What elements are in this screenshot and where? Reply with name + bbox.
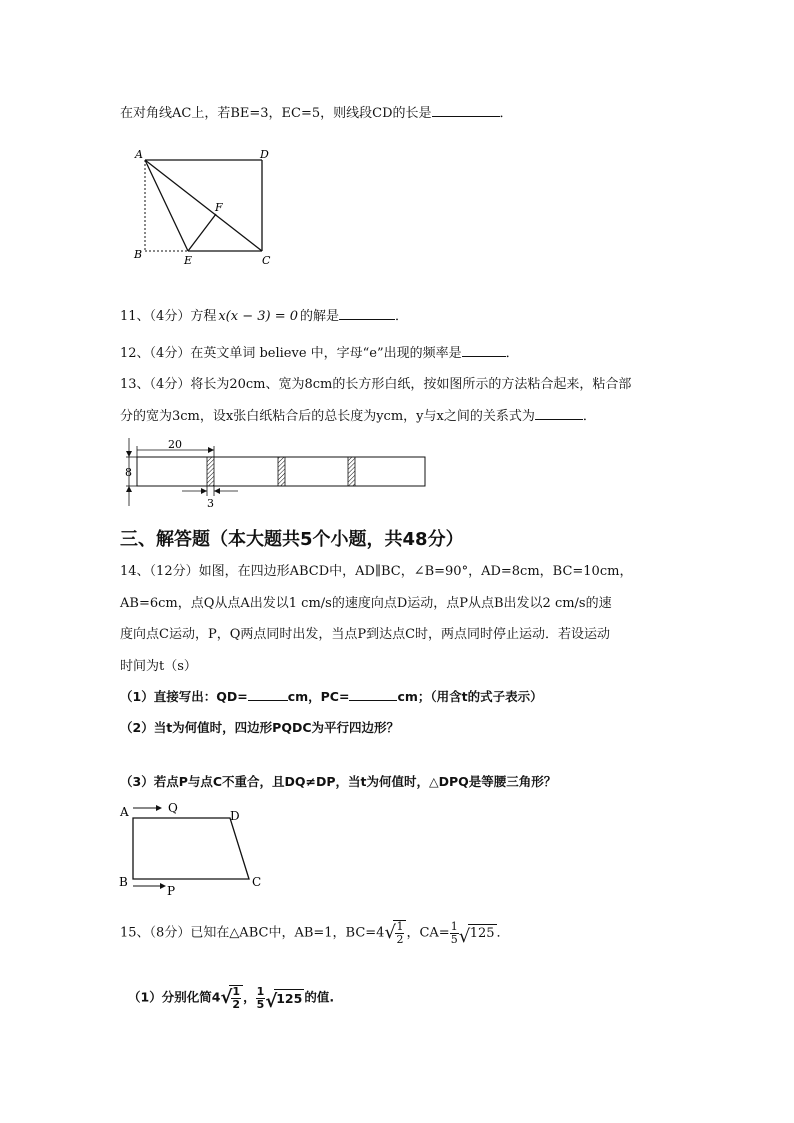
q11-prefix: 11、（4分）方程 <box>120 309 217 324</box>
q14-qd-blank[interactable] <box>248 688 288 701</box>
q13-line1: 13、（4分）将长为20cm、宽为8cm的长方形白纸，按如图所示的方法粘合起来，粘合部 <box>120 377 632 392</box>
fig1-label-F: F <box>215 201 223 214</box>
q14-line3: 度向点C运动，P，Q两点同时出发，当点P到达点C时，两点同时停止运动．若设运动 <box>120 627 611 642</box>
q14-part3: （3）若点P与点C不重合，且DQ≠DP，当t为何值时，△DPQ是等腰三角形？ <box>120 774 557 789</box>
q15: 15、（8分）已知在△ABC中，AB=1，BC=4 √ $\frac{1}{2}$ ，CA= $\frac{1}{5}$ √ 125 ． <box>120 919 510 947</box>
q15-ca-coef: $\frac{1}{5}$ <box>450 919 458 946</box>
fig3-label-B: B <box>119 875 128 889</box>
fig1-line-EF <box>188 214 216 251</box>
fig2-paper-strips-diagram <box>118 436 438 510</box>
fig3-label-A: A <box>120 805 129 819</box>
fig2-overlap-arrow-left <box>201 488 207 494</box>
q10-answer-blank[interactable] <box>432 104 500 117</box>
q13-line2-wrap: 分的宽为3cm，设x张白纸粘合后的总长度为ycm，y与x之间的关系式为 ． <box>120 409 596 424</box>
fig2-overlap-arrow-right <box>214 488 220 494</box>
q12-answer-blank[interactable] <box>462 344 506 357</box>
q11-answer-blank[interactable] <box>339 307 395 320</box>
fig2-width-label: 20 <box>168 438 182 451</box>
q14-part1: （1）直接写出：QD= cm，PC= cm；（用含t的式子表示） <box>120 689 543 704</box>
fig1-label-B: B <box>134 248 143 261</box>
fig2-height-label: 8 <box>125 466 132 479</box>
q12: 12、（4分）在英文单词 believe 中，字母“e”出现的频率是 ． <box>120 346 519 361</box>
fig1-label-D: D <box>260 148 269 161</box>
fig2-overlap-3 <box>348 457 355 486</box>
fig1-line-AE <box>145 160 188 251</box>
q14-line2: AB=6cm，点Q从点A出发以1 cm/s的速度向点D运动，点P从点B出发以2 cm/s的速 <box>120 596 612 611</box>
q11: 11、（4分）方程 x(x − 3) = 0 的解是 ． <box>120 309 409 324</box>
q10-text: 在对角线AC上，若BE=3，EC=5，则线段CD的长是 ． <box>120 106 513 121</box>
q15-ca-sqrt: √ 125 <box>458 925 495 947</box>
q11-equation: x(x − 3) = 0 <box>218 309 298 324</box>
q15-part1-sqrt-125: √ 125 <box>265 990 303 1012</box>
fig3-label-C: C <box>252 875 262 889</box>
q12-text: 12、（4分）在英文单词 believe 中，字母“e”出现的频率是 <box>120 346 462 361</box>
section3-heading: 三、解答题（本大题共5个小题，共48分） <box>120 529 464 550</box>
q14-line4: 时间为t（s） <box>120 659 197 674</box>
fig3-label-P: P <box>167 884 176 896</box>
fig1-diagonal-AC <box>145 160 262 251</box>
fig3-trapezoid-diagram <box>114 800 274 896</box>
fig1-rectangle-diagram <box>120 140 290 270</box>
fig2-overlap-2 <box>278 457 285 486</box>
q15-bc-sqrt: √ $\frac{1}{2}$ <box>384 920 406 946</box>
fig2-overlap-label: 3 <box>207 497 214 510</box>
fig1-label-E: E <box>184 254 193 267</box>
fig1-label-A: A <box>135 148 143 161</box>
q13-line2: 分的宽为3cm，设x张白纸粘合后的总长度为ycm，y与x之间的关系式为 <box>120 409 535 424</box>
q14-pc-blank[interactable] <box>349 688 397 701</box>
q14-part2: （2）当t为何值时，四边形PQDC为平行四边形？ <box>120 720 400 735</box>
q15-part1-sqrt-half: √ $\frac{1}{2}$ <box>220 985 243 1011</box>
q15-prefix: 15、（8分）已知在△ABC中，AB=1，BC=4 <box>120 925 385 941</box>
q10-text-content: 在对角线AC上，若BE=3，EC=5，则线段CD的长是 <box>120 106 432 121</box>
q13-answer-blank[interactable] <box>535 407 583 420</box>
fig2-overlap-1 <box>207 457 214 486</box>
fig3-label-D: D <box>230 809 240 823</box>
fig3-label-Q: Q <box>168 801 178 815</box>
q11-suffix: 的解是 <box>300 309 340 324</box>
fig2-width-arrow <box>208 447 214 453</box>
fig1-label-C: C <box>262 254 271 267</box>
q14-line1: 14、（12分）如图，在四边形ABCD中，AD∥BC，∠B=90°，AD=8cm，BC=10cm， <box>120 564 633 579</box>
q15-part1: （1）分别化简4 √ $\frac{1}{2}$ ， $\frac{1}{5}$ √ 125 的值. <box>128 984 335 1012</box>
fig3-trapezoid <box>133 818 249 879</box>
